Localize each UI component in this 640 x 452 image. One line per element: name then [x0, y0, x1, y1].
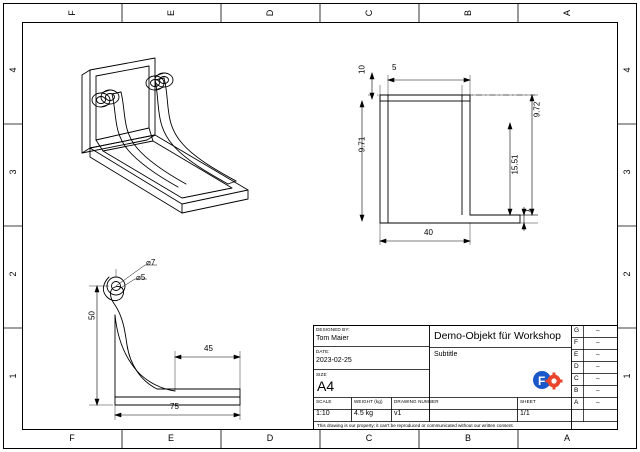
- zone-label-top-F: F: [67, 10, 77, 16]
- zone-label-bottom-D: D: [266, 433, 274, 443]
- revision-B: B: [574, 387, 579, 394]
- zone-label-top-E: E: [166, 10, 176, 17]
- dim-40: 40: [424, 228, 433, 237]
- zone-label-top-D: D: [265, 9, 275, 17]
- revision-mark-E: –: [596, 351, 600, 358]
- zone-label-left-4: 4: [8, 67, 18, 73]
- company-logo: [531, 367, 565, 393]
- footer-note: This drawing is our property; it can't be reproduced or communicated without our written consent.: [317, 423, 514, 428]
- zone-label-bottom-B: B: [464, 433, 471, 443]
- dim-5: 5: [392, 63, 397, 72]
- zone-label-right-2: 2: [622, 271, 632, 277]
- date-value: 2023-02-25: [316, 357, 352, 364]
- zone-label-right-3: 3: [622, 169, 632, 175]
- sheet-value: 1/1: [520, 410, 530, 417]
- size-value: A4: [317, 378, 335, 394]
- dim-45: 45: [204, 344, 213, 353]
- designed-by-value: Tom Maier: [316, 335, 349, 342]
- revision-G: G: [574, 327, 580, 334]
- isometric-view: [60, 40, 280, 230]
- designed-by-label: DESIGNED BY:: [316, 327, 350, 332]
- sheet-label: SHEET: [520, 399, 536, 404]
- zone-label-right-1: 1: [622, 373, 632, 379]
- drawing-subtitle: Subtitle: [434, 351, 458, 358]
- title-block: [313, 325, 618, 430]
- revision-mark-C: –: [596, 375, 600, 382]
- date-label: DATE:: [316, 349, 330, 354]
- dim-9-71: 9.71: [357, 136, 367, 153]
- dim-75: 75: [170, 402, 179, 411]
- zone-label-bottom-A: A: [563, 433, 570, 443]
- drawing-number-value: v1: [394, 410, 402, 417]
- revision-mark-A: –: [596, 399, 600, 406]
- zone-label-left-1: 1: [8, 373, 18, 379]
- drawing-number-label: DRAWING NUMBER: [394, 399, 439, 404]
- revision-C: C: [574, 375, 579, 382]
- revision-mark-F: –: [596, 339, 600, 346]
- revision-F: F: [574, 339, 578, 346]
- weight-value: 4.5 kg: [354, 410, 374, 417]
- dim-phi7: ⌀7: [146, 258, 156, 267]
- revision-A: A: [574, 399, 579, 406]
- zone-label-right-4: 4: [622, 67, 632, 73]
- weight-label: WEIGHT (kg): [354, 399, 383, 404]
- scale-value: 1:10: [316, 410, 330, 417]
- dim-50: 50: [87, 311, 97, 320]
- revision-mark-G: –: [596, 327, 600, 334]
- zone-label-bottom-E: E: [167, 433, 174, 443]
- zone-label-top-C: C: [364, 9, 374, 17]
- dim-10: 10: [357, 65, 367, 74]
- svg-text:F: F: [538, 374, 546, 388]
- size-label: SIZE: [316, 372, 327, 377]
- dim-1: 1: [522, 208, 532, 213]
- revision-E: E: [574, 351, 579, 358]
- revision-mark-D: –: [596, 363, 600, 370]
- scale-label: SCALE: [316, 399, 332, 404]
- zone-label-bottom-C: C: [365, 433, 373, 443]
- zone-label-left-3: 3: [8, 169, 18, 175]
- zone-label-top-A: A: [562, 10, 572, 17]
- zone-label-top-B: B: [463, 10, 473, 17]
- revision-mark-B: –: [596, 387, 600, 394]
- dim-phi5: ⌀5: [136, 273, 146, 282]
- dim-9-72: 9.72: [532, 101, 542, 118]
- zone-label-left-2: 2: [8, 271, 18, 277]
- side-view: [75, 255, 285, 420]
- dim-15-51: 15.51: [510, 154, 520, 175]
- revision-D: D: [574, 363, 579, 370]
- drawing-title: Demo-Objekt für Workshop: [434, 330, 562, 342]
- zone-label-bottom-F: F: [69, 433, 75, 443]
